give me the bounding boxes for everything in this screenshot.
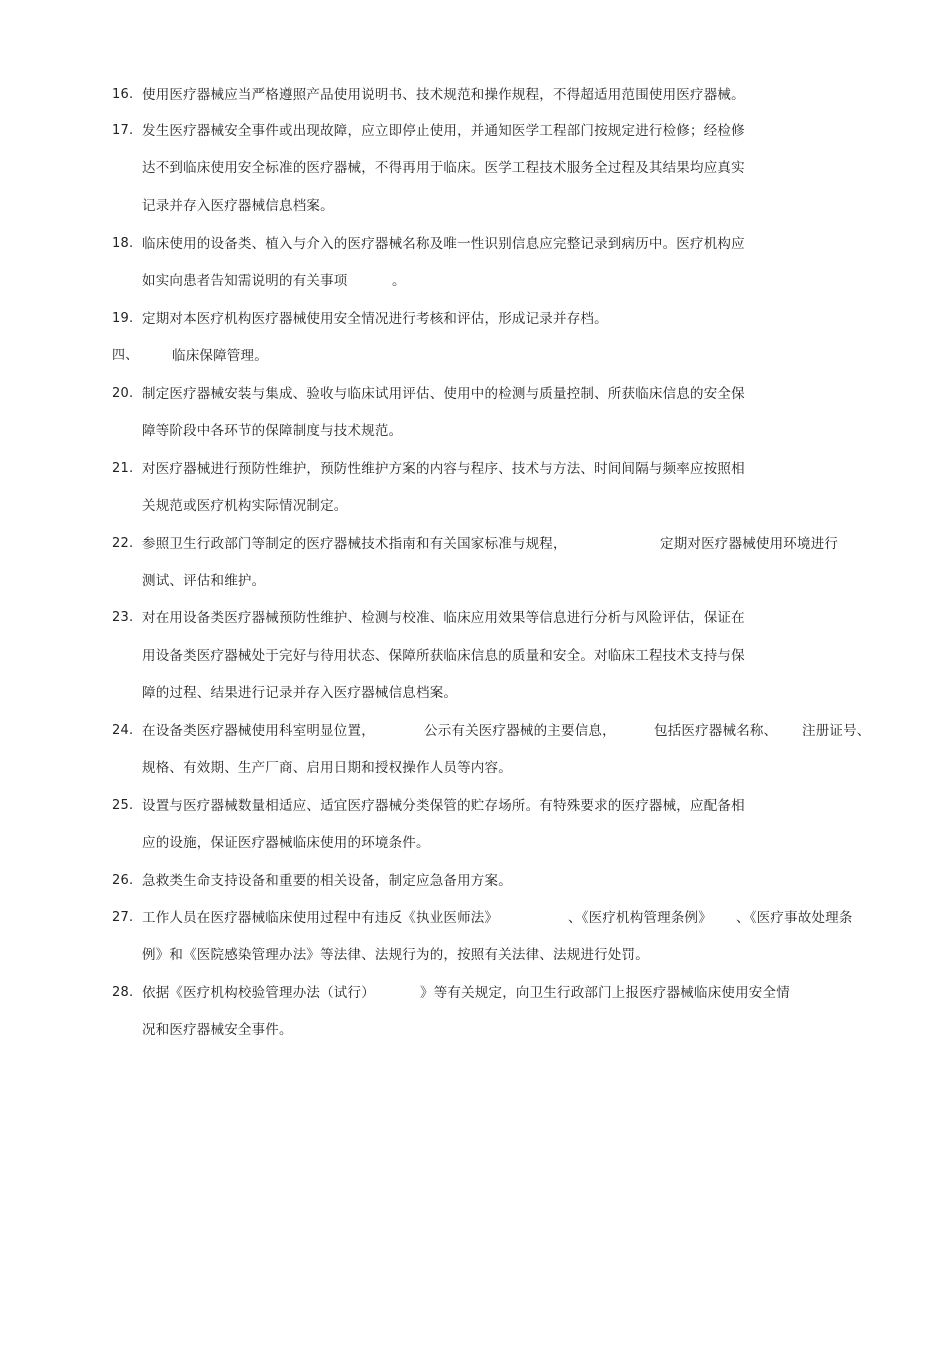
item-text: 如实向患者告知需说明的有关事项 xyxy=(142,273,348,289)
item-text: 定期对本医疗机构医疗器械使用安全情况进行考核和评估，形成记录并存档。 xyxy=(142,311,608,327)
item-text: 障等阶段中各环节的保障制度与技术规范。 xyxy=(142,423,403,439)
item-text: 应的设施，保证医疗器械临床使用的环境条件。 xyxy=(142,835,430,851)
item-number: 21. xyxy=(112,461,134,476)
item-number: 27. xyxy=(112,910,134,925)
item-text: 况和医疗器械安全事件。 xyxy=(142,1022,293,1038)
item-text: 达不到临床使用安全标准的医疗器械，不得再用于临床。医学工程技术服务全过程及其结果均应真实 xyxy=(142,160,745,176)
item-text: 在设备类医疗器械使用科室明显位置， xyxy=(142,723,375,739)
item-number: 20. xyxy=(112,386,134,401)
item-text: 对医疗器械进行预防性维护，预防性维护方案的内容与程序、技术与方法、时间间隔与频率应按照相 xyxy=(142,461,745,477)
item-text: 急救类生命支持设备和重要的相关设备，制定应急备用方案。 xyxy=(142,873,512,889)
item-text: 障的过程、结果进行记录并存入医疗器械信息档案。 xyxy=(142,685,458,701)
item-text: 关规范或医疗机构实际情况制定。 xyxy=(142,498,348,514)
item-text: 》等有关规定，向卫生行政部门上报医疗器械临床使用安全情 xyxy=(420,985,790,1001)
item-text: 记录并存入医疗器械信息档案。 xyxy=(142,198,334,214)
item-number: 28. xyxy=(112,985,134,1000)
item-number: 25. xyxy=(112,798,134,813)
item-text: 临床使用的设备类、植入与介入的医疗器械名称及唯一性识别信息应完整记录到病历中。医疗机构应 xyxy=(142,236,745,252)
item-text: 、《医疗事故处理条 xyxy=(736,910,853,926)
item-text: 用设备类医疗器械处于完好与待用状态、保障所获临床信息的质量和安全。对临床工程技术支持与保 xyxy=(142,648,745,664)
item-number: 16. xyxy=(112,87,134,102)
item-text: 公示有关医疗器械的主要信息， xyxy=(424,723,616,739)
item-number: 22. xyxy=(112,536,134,551)
item-text: 对在用设备类医疗器械预防性维护、检测与校准、临床应用效果等信息进行分析与风险评估，保证在 xyxy=(142,610,745,626)
item-text: 测试、评估和维护。 xyxy=(142,573,266,589)
item-text: 规格、有效期、生产厂商、启用日期和授权操作人员等内容。 xyxy=(142,760,512,776)
item-text: 参照卫生行政部门等制定的医疗器械技术指南和有关国家标准与规程， xyxy=(142,536,567,552)
item-text: 依据《医疗机构校验管理办法（试行） xyxy=(142,985,375,1001)
item-number: 17. xyxy=(112,123,134,138)
item-text: 包括医疗器械名称、 xyxy=(654,723,778,739)
item-text: 设置与医疗器械数量相适应、适宜医疗器械分类保管的贮存场所。有特殊要求的医疗器械，应配备相 xyxy=(142,798,745,814)
section-title: 临床保障管理。 xyxy=(172,348,268,364)
item-text: 定期对医疗器械使用环境进行 xyxy=(660,536,839,552)
item-number: 19. xyxy=(112,311,134,326)
item-number: 18. xyxy=(112,236,134,251)
item-text: 制定医疗器械安装与集成、验收与临床试用评估、使用中的检测与质量控制、所获临床信息的安全保 xyxy=(142,386,745,402)
item-text: 、《医疗机构管理条例》 xyxy=(568,910,712,926)
item-number: 23. xyxy=(112,610,134,625)
item-number: 26. xyxy=(112,873,134,888)
item-text: 使用医疗器械应当严格遵照产品使用说明书、技术规范和操作规程，不得超适用范围使用医疗器械。 xyxy=(142,87,745,103)
item-number: 24. xyxy=(112,723,134,738)
item-text: 工作人员在医疗器械临床使用过程中有违反《执业医师法》 xyxy=(142,910,499,926)
item-text: 发生医疗器械安全事件或出现故障，应立即停止使用，并通知医学工程部门按规定进行检修；经检修 xyxy=(142,123,745,139)
item-text: 注册证号、 xyxy=(802,723,871,739)
section-number: 四、 xyxy=(112,348,139,363)
item-text: 例》和《医院感染管理办法》等法律、法规行为的，按照有关法律、法规进行处罚。 xyxy=(142,947,649,963)
item-text: 。 xyxy=(392,273,406,289)
